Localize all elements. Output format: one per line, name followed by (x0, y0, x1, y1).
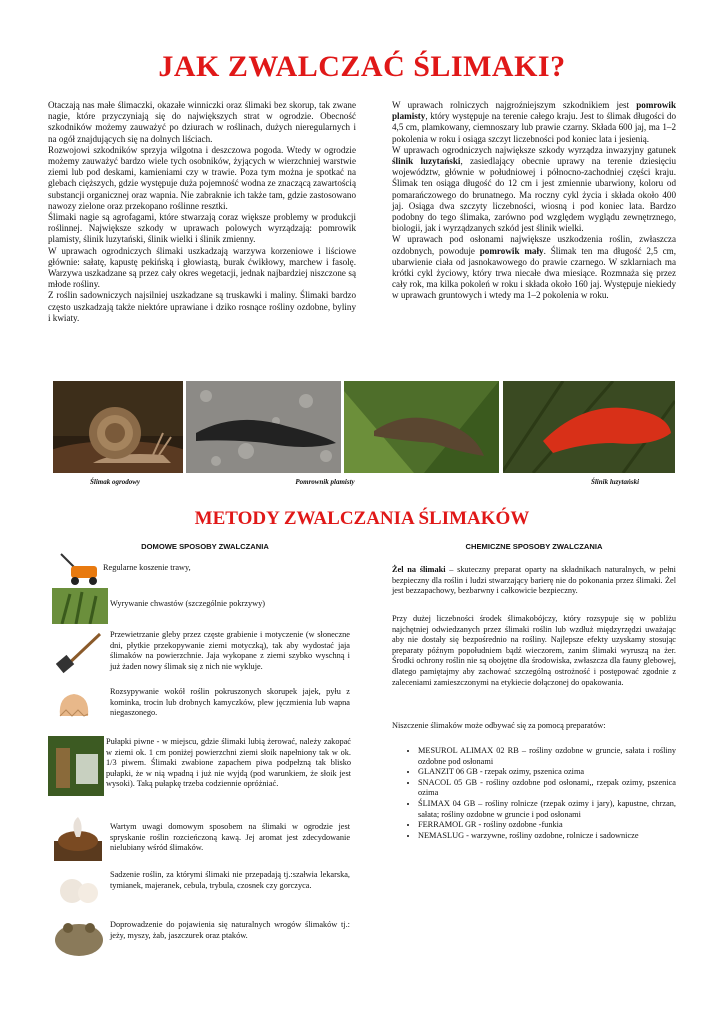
coffee-icon (54, 813, 102, 861)
home-method: Rozsypywanie wokół roślin pokruszonych skorupek jajek, pyłu z kominka, trocin lub drobnych kamyczków, plew jęczmienia lub wapna niegaszonego. (110, 687, 350, 718)
caption-spotted-slug: Pomrownik plamisty (295, 478, 355, 486)
intro-paragraph: W uprawach ogrodniczych największe szkody wyrządza inwazyjny gatunek ślinik luzytański, zasiedlający obecnie uprawy na terenie dziesięciu województw, głównie w południowej i północno-zachodniej części kraju. Ślimak ten osiąga długość do 12 cm i jest zmiennie ubarwiony, koloru od pomarańczowego do brunatnego. Ma roczny cykl życia i składa około 400 jaj. Osiąga dwa szczyty liczebności, wiosną i pod koniec lata. Bardzo podobny do tego ślimaka, zarówno pod względem wyglądu zewnętrznego, biologii, jak i wyrządzanych szkód jest ślinik wielki. (392, 144, 676, 234)
list-item: • NEMASLUG - warzywne, rośliny ozdobne, rolnicze i sadownicze (418, 831, 676, 842)
spanish-slug-photo (503, 381, 675, 473)
home-method: Sadzenie roślin, za którymi ślimaki nie przepadają tj.:szałwia lekarska, tymianek, majeranek, cebula, trybula, czosnek czy gorczyca. (110, 870, 350, 890)
home-methods-heading: DOMOWE SPOSOBY ZWALCZANIA (141, 542, 269, 551)
caption-spanish-slug: Ślinik luzytański (590, 478, 640, 486)
garlic-icon (56, 867, 102, 907)
intro-paragraph: Otaczają nas małe ślimaczki, okazałe winniczki oraz ślimaki bez skorup, tak zwane nagie, które przyczyniają się do największych strat w ogrodzie. Obecność szkodników możemy zauważyć po dziurach w roślinach, dużych nieregularnych i na ogół znajdujących się na dolnych liściach. (48, 100, 356, 144)
intro-paragraph: W uprawach pod osłonami największe uszkodzenia roślin, zwłaszcza ozdobnych, powoduje pomrowik mały. Ślimak ten ma długość 2,5 cm, ubarwienie ciała od jasnokawowego do prawie czarnego. W szklarniach ma krótki cykl życiowy, który trwa niecałe dwa miesiące. Rozmnaża się przez cały rok, ma kilka pokoleń w roku i składa około 160 jaj. Występuje niekiedy w uprawach gruntowych i wtedy ma 1–2 pokolenia w roku. (392, 234, 676, 301)
intro-paragraph: Rozwojowi szkodników sprzyja wilgotna i deszczowa pogoda. Wtedy w ogrodzie możemy zauważyć bardzo wiele tych osobników, żyjących w wierzchniej warstwie ziemi lub pod deskami, kamieniami czy w trawie. Poza tym można je spotkać na glebach cięższych, gdzie występuje duża pojemność wodna ze znaczącą zawartością substancji organicznej oraz wapnia. Nie zabraknie ich także tam, gdzie zastosowano nawozy zielone oraz przekopano roślinne resztki. (48, 144, 356, 211)
eggshell-icon (54, 686, 98, 722)
page-title: JAK ZWALCZAĆ ŚLIMAKI? (158, 50, 566, 83)
hoe-icon (56, 628, 104, 674)
list-item: • SNACOL 05 GB - rośliny ozdobne pod osłonami,, rzepak ozimy, pszenica ozima (418, 778, 676, 799)
chemical-intro-paragraph: Żel na ślimaki – skuteczny preparat oparty na składnikach naturalnych, w pełni bezpieczny dla roślin i ludzi stwarzający barierę nie do pokonania przez ślimaki. Żel jest bezzapachowy, bezbarwny i całkowicie bezpieczny. (392, 565, 676, 596)
list-item: • FERRAMOL GR - rośliny ozdobne -funkia (418, 820, 676, 831)
chemical-paragraph: Przy dużej liczebności środek ślimakobójczy, który rozsypuje się w pobliżu najchętniej odwiedzanych przez ślimaki roślin lub wzdłuż międzyrzędzi uważając aby nie dostały się bezpośrednio na rośliny. Najlepsze efekty uzyskamy stosując preparaty późnym popołudniem bądź wieczorem, zanim ślimaki wyruszą na żer. Środki ochrony roślin nie są obojętne dla środowiska, zwłaszcza dla fauny glebowej, dlatego pamiętajmy aby zachować szczególną ostrożność i postępować zgodnie z zaleceniami zamieszczonymi na etykiecie dołączonej do opakowania. (392, 614, 676, 687)
home-method: Regularne koszenie trawy, (103, 563, 191, 572)
intro-left-column (48, 100, 356, 324)
chemical-methods-heading: CHEMICZNE SPOSOBY ZWALCZANIA (465, 542, 603, 551)
home-method: Pułapki piwne - w miejscu, gdzie ślimaki lubią żerować, należy zakopać w ziemi ok. 1 cm poniżej powierzchni ziemi słoik napełniony tak w ok. 1/3 piwem. Ślimaki zwabione zapachem piwa podpełzną tak blisko pułapki, że w nią wpadną i już nie wyjdą (pod warunkiem, że słoik jest wysoki). Taką pułapkę trzeba codziennie opróżniać. (106, 737, 351, 789)
slug-on-leaf-photo (344, 381, 499, 473)
garden-snail-photo (53, 381, 183, 473)
beer-trap-icon (48, 736, 104, 796)
intro-paragraph: Z roślin sadowniczych najsilniej uszkadzane są truskawki i maliny. Ślimaki bardzo często uszkadzają także niektóre uprawiane i dziko rosnące rośliny ozdobne, byliny i kwiaty. (48, 290, 356, 323)
list-item: • GLANZIT 06 GB - rzepak ozimy, pszenica ozima (418, 767, 676, 778)
intro-paragraph: W uprawach rolniczych najgroźniejszym szkodnikiem jest pomrowik plamisty, który występuje na terenie całego kraju. Jest to ślimak długości do 4,5 cm, plamkowany, ciemnoszary lub prawie czarny. Składa 600 jaj, ma 1–2 pokolenia w roku i osiąga szczyt liczebności pod koniec lata i jesienią. (392, 100, 676, 144)
home-method: Przewietrzanie gleby przez częste grabienie i motyczenie (w słoneczne dni, płytkie przekopywanie ziemi motyczką), tak aby wydostać jaja ślimaków na powierzchnie. Jaja wykopane z ziemi szybko wyschną i już żaden nowy ślimak się z nich nie wykluje. (110, 630, 350, 671)
toad-icon (52, 912, 106, 958)
home-method: Wyrywanie chwastów (szczególnie pokrzywy) (110, 599, 266, 608)
chemical-paragraph: Niszczenie ślimaków może odbywać się za pomocą preparatów: (392, 721, 606, 730)
methods-section-title: METODY ZWALCZANIA ŚLIMAKÓW (194, 508, 530, 529)
list-item: • ŚLIMAX 04 GB – rośliny rolnicze (rzepak ozimy i jary), kapustne, chrzan, sałata; rośliny ozdobne w gruncie i pod osłonami (418, 799, 676, 820)
intro-paragraph: Ślimaki nagie są agrofagami, które stwarzają coraz większe problemy w produkcji roślinnej. Największe szkody w uprawach polowych wyrządzają: pomrowik plamisty, ślinik luzytański, ślinik wielki i ślinik zmienny. (48, 212, 356, 245)
lawnmower-icon (57, 552, 101, 586)
home-method: Wartym uwagi domowym sposobem na ślimaki w ogrodzie jest spryskanie roślin rozcieńczoną kawą. Jej aromat jest zdecydowanie nielubiany wśród ślimaków. (110, 822, 350, 853)
list-item: • MESUROL ALIMAX 02 RB – rośliny ozdobne w gruncie, sałata i rośliny ozdobne pod osłonami (418, 746, 676, 767)
intro-right-column (392, 100, 676, 302)
home-method: Doprowadzenie do pojawienia się naturalnych wrogów ślimaków tj.: jeży, myszy, żab, jaszczurek oraz ptaków. (110, 920, 350, 940)
spotted-slug-photo (186, 381, 341, 473)
preparations-list (392, 746, 676, 841)
intro-paragraph: W uprawach ogrodniczych ślimaki uszkadzają warzywa korzeniowe i liściowe głównie: sałatę, kapustę pekińską i głowiastą, burak ćwikłowy, marchew i fasolę. Warzywa uszkadzane są przez cały okres wegetacji, jednak najbardziej niszczone są młode rośliny. (48, 245, 356, 290)
weeds-icon (52, 588, 108, 624)
caption-garden-snail: Ślimak ogrodowy (90, 478, 140, 486)
